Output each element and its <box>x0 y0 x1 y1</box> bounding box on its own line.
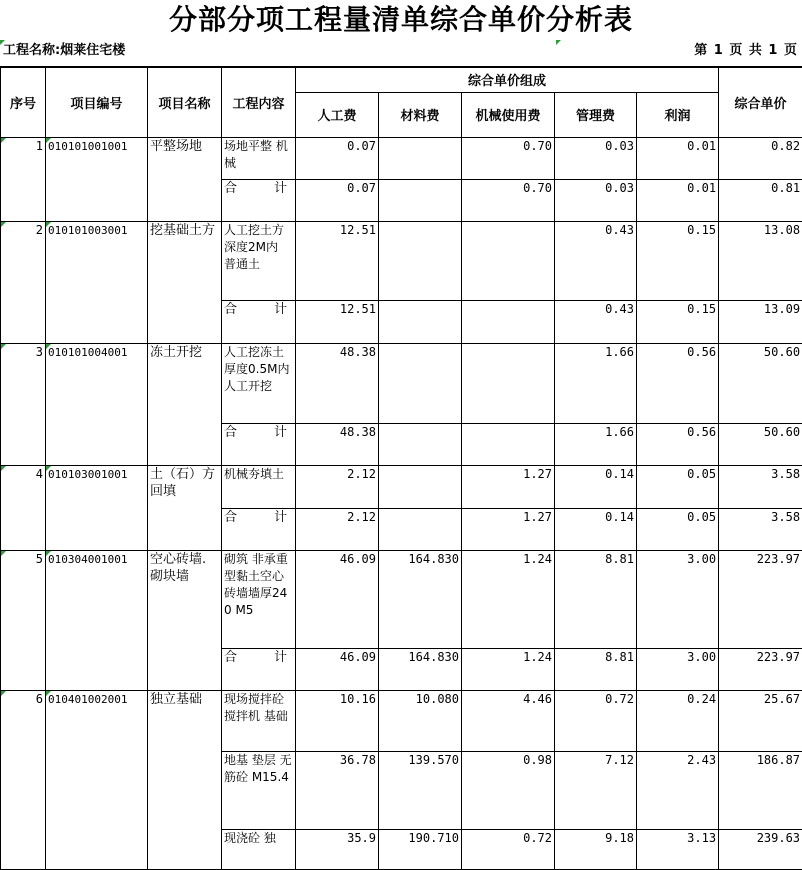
cell-labor: 48.38 <box>296 423 379 465</box>
cell-management: 0.14 <box>555 508 637 550</box>
cell-unit-price: 50.60 <box>719 423 802 465</box>
item-seq-value: 4 <box>36 467 43 481</box>
cell-profit: 3.00 <box>637 550 719 648</box>
cell-machine: 1.24 <box>462 648 555 690</box>
item-content: 场地平整 机械 <box>222 137 296 179</box>
cell-labor: 46.09 <box>296 550 379 648</box>
cell-machine <box>462 423 555 465</box>
cell-material: 164.830 <box>379 550 462 648</box>
cell-marker <box>46 344 51 349</box>
item-code <box>46 343 148 465</box>
table-row <box>1 343 802 423</box>
cell-marker <box>0 40 5 45</box>
header-material: 材料费 <box>379 92 462 137</box>
item-code-value: 010101001001 <box>48 140 127 153</box>
cell-unit-price: 239.63 <box>719 829 802 869</box>
cell-labor: 12.51 <box>296 300 379 343</box>
item-code-value: 010401002001 <box>48 693 127 706</box>
table-row <box>1 465 802 508</box>
item-name: 空心砖墙.砌块墙 <box>148 550 222 690</box>
cell-machine: 1.24 <box>462 550 555 648</box>
cell-machine <box>462 221 555 300</box>
cell-profit: 0.05 <box>637 508 719 550</box>
cell-machine: 0.72 <box>462 829 555 869</box>
item-seq <box>1 550 46 690</box>
cell-management: 9.18 <box>555 829 637 869</box>
total-label-left: 合 <box>224 424 237 441</box>
cell-material <box>379 465 462 508</box>
cell-management: 0.14 <box>555 465 637 508</box>
total-label <box>222 508 296 550</box>
item-content: 机械夯填土 <box>222 465 296 508</box>
item-code <box>46 465 148 550</box>
item-name: 土（石）方回填 <box>148 465 222 550</box>
item-code <box>46 221 148 343</box>
item-seq-value: 6 <box>36 692 43 706</box>
total-label-right: 计 <box>274 424 287 441</box>
item-seq-value: 1 <box>36 139 43 153</box>
cell-profit: 0.56 <box>637 423 719 465</box>
cell-labor: 48.38 <box>296 343 379 423</box>
cell-material: 139.570 <box>379 751 462 829</box>
header-group: 综合单价组成 <box>296 67 719 92</box>
cell-material: 10.080 <box>379 690 462 751</box>
cell-labor: 46.09 <box>296 648 379 690</box>
cell-material: 190.710 <box>379 829 462 869</box>
cell-labor: 10.16 <box>296 690 379 751</box>
cell-management: 1.66 <box>555 423 637 465</box>
item-content: 地基 垫层 无筋砼 M15.4 <box>222 751 296 829</box>
table-row <box>1 137 802 179</box>
project-name <box>3 40 125 62</box>
cell-unit-price: 13.08 <box>719 221 802 300</box>
header-labor: 人工费 <box>296 92 379 137</box>
header-code: 项目编号 <box>46 67 148 137</box>
table-row <box>1 690 802 751</box>
total-label-right: 计 <box>274 649 287 666</box>
item-code-value: 010103001001 <box>48 468 127 481</box>
cell-unit-price: 13.09 <box>719 300 802 343</box>
cell-profit: 0.01 <box>637 137 719 179</box>
item-content: 现场搅拌砼 搅拌机 基础 <box>222 690 296 751</box>
item-code-value: 010101003001 <box>48 224 127 237</box>
cell-management: 0.43 <box>555 221 637 300</box>
cell-marker <box>556 40 561 45</box>
cell-material <box>379 423 462 465</box>
cell-material <box>379 508 462 550</box>
project-label: 工程名称: <box>3 43 60 58</box>
header-content: 工程内容 <box>222 67 296 137</box>
cell-profit: 0.05 <box>637 465 719 508</box>
item-seq-value: 3 <box>36 345 43 359</box>
project-value: 烟莱住宅楼 <box>60 43 125 58</box>
cell-unit-price: 223.97 <box>719 550 802 648</box>
table-row <box>1 221 802 300</box>
total-label-left: 合 <box>224 649 237 666</box>
cell-material <box>379 300 462 343</box>
cell-management: 0.43 <box>555 300 637 343</box>
cell-management: 0.72 <box>555 690 637 751</box>
cell-machine: 0.70 <box>462 179 555 221</box>
cell-marker <box>1 466 6 471</box>
table-row <box>1 550 802 648</box>
item-seq <box>1 343 46 465</box>
cell-marker <box>1 344 6 349</box>
item-code <box>46 550 148 690</box>
item-seq <box>1 221 46 343</box>
cell-marker <box>46 551 51 556</box>
total-label <box>222 179 296 221</box>
cell-labor: 0.07 <box>296 137 379 179</box>
header-seq: 序号 <box>1 67 46 137</box>
cell-machine: 0.70 <box>462 137 555 179</box>
page-indicator: 第 1 页 共 1 页 <box>694 40 798 62</box>
cell-management: 7.12 <box>555 751 637 829</box>
item-content: 砌筑 非承重型黏土空心砖墙墙厚240 M5 <box>222 550 296 648</box>
total-label-left: 合 <box>224 509 237 526</box>
item-seq <box>1 465 46 550</box>
cell-machine: 0.98 <box>462 751 555 829</box>
cell-labor: 35.9 <box>296 829 379 869</box>
cell-unit-price: 223.97 <box>719 648 802 690</box>
cell-labor: 36.78 <box>296 751 379 829</box>
cell-unit-price: 186.87 <box>719 751 802 829</box>
cell-unit-price: 0.82 <box>719 137 802 179</box>
cell-material: 164.830 <box>379 648 462 690</box>
cell-management: 8.81 <box>555 550 637 648</box>
cell-profit: 3.00 <box>637 648 719 690</box>
cell-material <box>379 137 462 179</box>
cell-profit: 0.24 <box>637 690 719 751</box>
cell-labor: 0.07 <box>296 179 379 221</box>
item-name: 平整场地 <box>148 137 222 221</box>
total-label <box>222 300 296 343</box>
total-label <box>222 648 296 690</box>
cell-management: 0.03 <box>555 179 637 221</box>
cell-machine: 1.27 <box>462 508 555 550</box>
item-code-value: 010304001001 <box>48 553 127 566</box>
item-seq-value: 5 <box>36 552 43 566</box>
item-name: 独立基础 <box>148 690 222 869</box>
cell-profit: 2.43 <box>637 751 719 829</box>
cell-profit: 0.01 <box>637 179 719 221</box>
cell-marker <box>46 466 51 471</box>
header-unit-price: 综合单价 <box>719 67 802 137</box>
item-seq <box>1 690 46 869</box>
cell-unit-price: 3.58 <box>719 508 802 550</box>
total-label-right: 计 <box>274 180 287 197</box>
cell-marker <box>1 138 6 143</box>
item-seq <box>1 137 46 221</box>
cell-machine <box>462 343 555 423</box>
cell-labor: 12.51 <box>296 221 379 300</box>
item-code <box>46 137 148 221</box>
item-code-value: 010101004001 <box>48 346 127 359</box>
total-label-left: 合 <box>224 301 237 318</box>
item-name: 冻土开挖 <box>148 343 222 465</box>
cell-labor: 2.12 <box>296 508 379 550</box>
header-name: 项目名称 <box>148 67 222 137</box>
cell-marker <box>1 691 6 696</box>
page-title: 分部分项工程量清单综合单价分析表 <box>0 0 802 38</box>
cell-unit-price: 0.81 <box>719 179 802 221</box>
cell-marker <box>46 691 51 696</box>
total-label-left: 合 <box>224 180 237 197</box>
cell-profit: 3.13 <box>637 829 719 869</box>
cell-marker <box>1 222 6 227</box>
total-label <box>222 423 296 465</box>
cell-machine: 1.27 <box>462 465 555 508</box>
item-name: 挖基础土方 <box>148 221 222 343</box>
item-content: 人工挖冻土厚度0.5M内 人工开挖 <box>222 343 296 423</box>
cell-material <box>379 221 462 300</box>
analysis-table <box>0 66 802 870</box>
total-label-right: 计 <box>274 509 287 526</box>
cell-unit-price: 50.60 <box>719 343 802 423</box>
header-profit: 利润 <box>637 92 719 137</box>
cell-marker <box>1 551 6 556</box>
cell-labor: 2.12 <box>296 465 379 508</box>
cell-unit-price: 25.67 <box>719 690 802 751</box>
cell-management: 1.66 <box>555 343 637 423</box>
cell-machine: 4.46 <box>462 690 555 751</box>
item-content: 人工挖土方深度2M内 普通土 <box>222 221 296 300</box>
cell-machine <box>462 300 555 343</box>
header-management: 管理费 <box>555 92 637 137</box>
item-code <box>46 690 148 869</box>
total-label-right: 计 <box>274 301 287 318</box>
cell-unit-price: 3.58 <box>719 465 802 508</box>
cell-marker <box>46 222 51 227</box>
header-machine: 机械使用费 <box>462 92 555 137</box>
cell-material <box>379 179 462 221</box>
cell-profit: 0.15 <box>637 300 719 343</box>
cell-management: 8.81 <box>555 648 637 690</box>
item-seq-value: 2 <box>36 223 43 237</box>
cell-management: 0.03 <box>555 137 637 179</box>
cell-marker <box>46 138 51 143</box>
item-content: 现浇砼 独 <box>222 829 296 869</box>
cell-profit: 0.56 <box>637 343 719 423</box>
cell-profit: 0.15 <box>637 221 719 300</box>
cell-material <box>379 343 462 423</box>
